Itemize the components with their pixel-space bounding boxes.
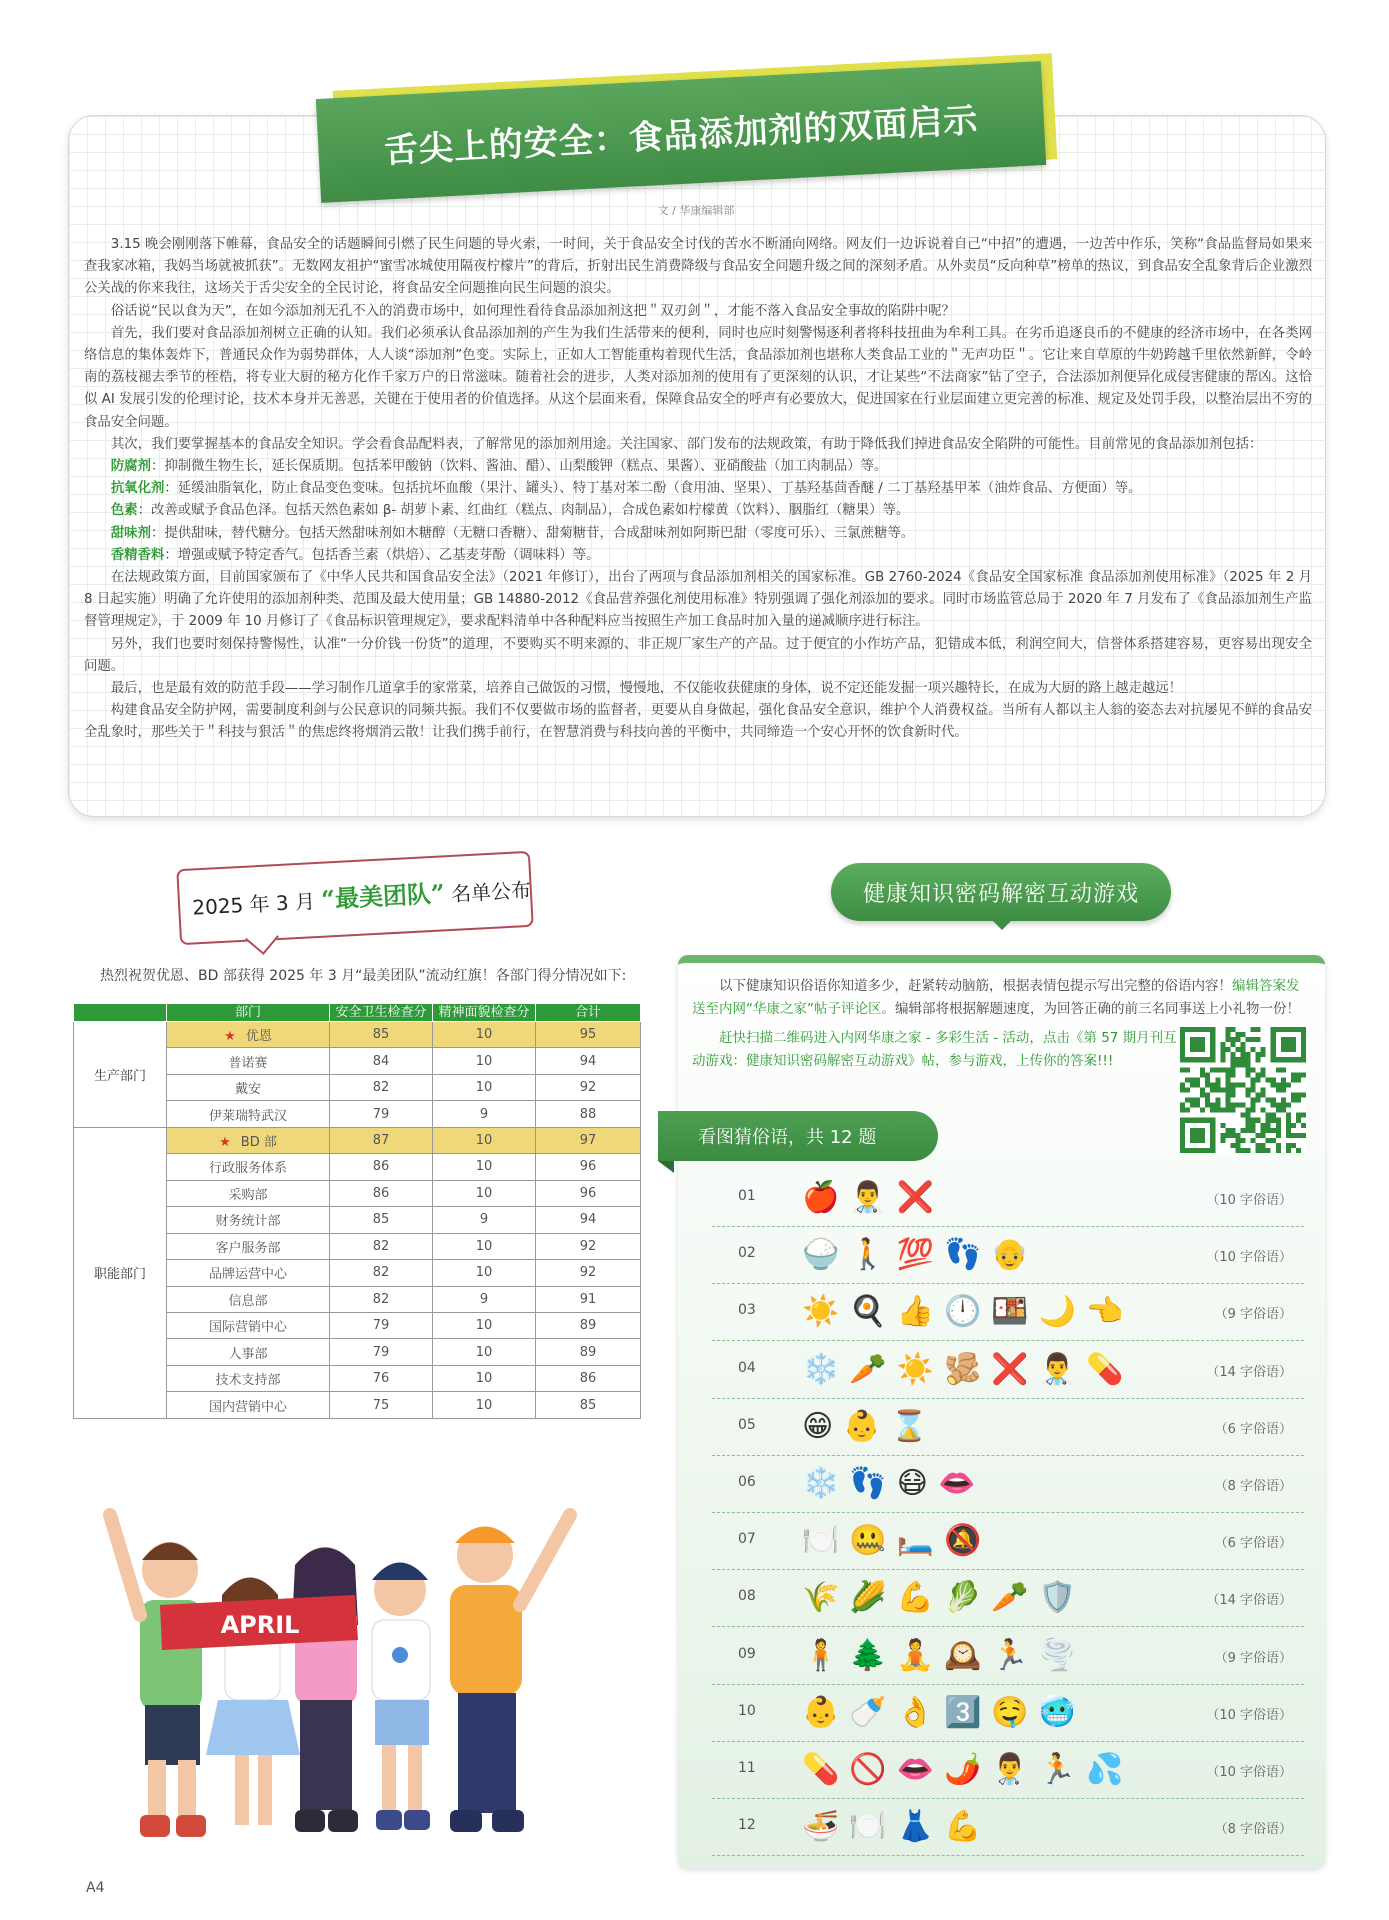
person-green-shirt bbox=[110, 1515, 206, 1837]
department-label: 品牌运营中心 bbox=[208, 1267, 287, 1283]
department-group: 生产部门 bbox=[74, 1022, 167, 1128]
table-header-total: 合计 bbox=[536, 1004, 641, 1022]
spirit-score: 10 bbox=[433, 1180, 536, 1206]
additive-term: 甜味剂 bbox=[110, 525, 151, 541]
department-name bbox=[167, 1365, 330, 1391]
department-label: 优恩 bbox=[245, 1029, 272, 1045]
article-paragraph: 俗话说“民以食为天”，在如今添加剂无孔不入的消费市场中，如何理性看待食品添加剂这把＂双刃剑＂，才能不落入食品安全事故的陷阱中呢？ bbox=[110, 303, 955, 319]
department-label: 戴安 bbox=[234, 1082, 261, 1098]
safety-score: 79 bbox=[330, 1101, 433, 1127]
additive-item bbox=[84, 478, 1312, 500]
table-header-dept: 部门 bbox=[167, 1004, 330, 1022]
page-number: A4 bbox=[86, 1880, 105, 1896]
star-icon: ★ bbox=[224, 1029, 236, 1045]
question-hint: （14 字俗语） bbox=[1206, 1364, 1292, 1380]
safety-score: 85 bbox=[330, 1207, 433, 1233]
game-intro-paragraph-1 bbox=[692, 975, 1312, 1021]
safety-score: 82 bbox=[330, 1286, 433, 1312]
department-label: BD 部 bbox=[240, 1135, 277, 1151]
spirit-score: 10 bbox=[433, 1339, 536, 1365]
department-name bbox=[167, 1260, 330, 1286]
question-hint: （8 字俗语） bbox=[1214, 1822, 1292, 1838]
person-orange-hoodie bbox=[450, 1515, 570, 1832]
question-number: 11 bbox=[738, 1760, 756, 1776]
team-title-prefix: 2025 年 3 月 bbox=[191, 889, 316, 920]
question-row bbox=[712, 1513, 1304, 1570]
game-intro-paragraph-2: 赶快扫描二维码进入内网华康之家 - 多彩生活 - 活动，点击《第 57 期月刊互动游戏：健康知识密码解密互动游戏》帖，参与游戏，上传你的答案!!! bbox=[692, 1030, 1177, 1069]
department-label: 采购部 bbox=[228, 1187, 268, 1203]
department-label: 技术支持部 bbox=[215, 1373, 281, 1389]
department-name bbox=[167, 1339, 330, 1365]
additive-term: 防腐剂 bbox=[110, 459, 151, 475]
safety-score: 79 bbox=[330, 1339, 433, 1365]
article-paragraph: 其次，我们要掌握基本的食品安全知识。学会看食品配料表，了解常见的添加剂用途。关注国家、部门发布的法规政策，有助于降低我们掉进食品安全陷阱的可能性。目前常见的食品添加剂包括： bbox=[110, 436, 1263, 452]
additive-item bbox=[84, 500, 1312, 522]
department-label: 国际营销中心 bbox=[208, 1320, 287, 1336]
question-number: 04 bbox=[738, 1359, 756, 1376]
rules-banner-label: 看图猜俗语，共 12 题 bbox=[698, 1127, 877, 1148]
team-intro: 热烈祝贺优恩、BD 部获得 2025 年 3 月“最美团队”流动红旗！各部门得分情况如下: bbox=[100, 968, 627, 984]
question-number: 07 bbox=[738, 1531, 756, 1548]
safety-score: 75 bbox=[330, 1392, 433, 1419]
emoji-clue: 🧍🌲🧘🕰️🏃🌪️ bbox=[802, 1637, 1087, 1673]
additive-item bbox=[84, 523, 1312, 545]
article-paragraph: 最后，也是最有效的防范手段——学习制作几道拿手的家常菜，培养自己做饭的习惯，慢慢地，不仅能收获健康的身体，说不定还能发掘一项兴趣特长，在成为大厨的路上越走越远！ bbox=[110, 681, 1183, 697]
total-score: 86 bbox=[536, 1365, 641, 1391]
safety-score: 86 bbox=[330, 1180, 433, 1206]
question-hint: （10 字俗语） bbox=[1206, 1193, 1292, 1208]
additive-description: ：改善或赋予食品色泽。包括天然色素如 β- 胡萝卜素、红曲红（糕点、肉制品），合成色素如柠檬黄（饮料）、胭脂红（糖果）等。 bbox=[137, 503, 910, 519]
department-label: 行政服务体系 bbox=[208, 1161, 287, 1177]
question-hint: （6 字俗语） bbox=[1214, 1421, 1292, 1437]
spirit-score: 10 bbox=[433, 1260, 536, 1286]
spirit-score: 10 bbox=[433, 1392, 536, 1419]
additive-description: ：抑制微生物生长，延长保质期。包括苯甲酸钠（饮料、酱油、醋）、山梨酸钾（糕点、果酱）、亚硝酸盐（加工肉制品）等。 bbox=[150, 459, 888, 475]
department-name bbox=[167, 1022, 330, 1048]
additive-description: ：增强或赋予特定香气。包括香兰素（烘焙）、乙基麦芽酚（调味料）等。 bbox=[164, 547, 600, 563]
safety-score: 82 bbox=[330, 1074, 433, 1100]
safety-score: 86 bbox=[330, 1154, 433, 1180]
department-group: 职能部门 bbox=[74, 1127, 167, 1418]
emoji-clue: 🍚🚶💯👣👴 bbox=[802, 1237, 1039, 1273]
department-label: 财务统计部 bbox=[215, 1214, 281, 1230]
game-title-pointer bbox=[990, 918, 1014, 930]
question-row bbox=[712, 1685, 1304, 1742]
spirit-score: 10 bbox=[433, 1074, 536, 1100]
spirit-score: 10 bbox=[433, 1233, 536, 1259]
question-row bbox=[712, 1799, 1304, 1856]
question-row bbox=[712, 1570, 1304, 1627]
spirit-score: 10 bbox=[433, 1365, 536, 1391]
emoji-clue: 🍜🍽️👗💪 bbox=[802, 1809, 992, 1845]
question-hint: （10 字俗语） bbox=[1206, 1707, 1292, 1723]
additive-description: ：延缓油脂氧化，防止食品变色变味。包括抗坏血酸（果汁、罐头）、特丁基对苯二酚（食用油、坚果）、丁基羟基茴香醚 / 二丁基羟基甲苯（油炸食品、方便面）等。 bbox=[164, 481, 1142, 497]
additive-term: 抗氧化剂 bbox=[110, 481, 165, 497]
question-row bbox=[712, 1227, 1304, 1284]
total-score: 96 bbox=[536, 1154, 641, 1180]
total-score: 89 bbox=[536, 1312, 641, 1338]
question-row bbox=[712, 1399, 1304, 1456]
emoji-clue: 🍽️🤐🛏️🔕 bbox=[802, 1523, 992, 1559]
department-name bbox=[167, 1101, 330, 1127]
additive-term: 香精香料 bbox=[110, 547, 165, 563]
question-hint: （14 字俗语） bbox=[1206, 1593, 1292, 1609]
total-score: 96 bbox=[536, 1180, 641, 1206]
article-paragraph: 另外，我们也要时刻保持警惕性，认准“一分价钱一份货”的道理，不要购买不明来源的、非正规厂家生产的产品。过于便宜的小作坊产品，犯错成本低，利润空间大，信誉体系搭建容易，更容易出现安全问题。 bbox=[84, 636, 1312, 674]
team-title-suffix: 名单公布 bbox=[450, 877, 532, 907]
game-prize-text: 编辑部将根据解题速度，为回答正确的前三名同事送上小礼物一份！ bbox=[895, 1001, 1300, 1017]
additive-item bbox=[84, 545, 1312, 567]
emoji-clue: ❄️🥕☀️🫚❌👨‍⚕️💊 bbox=[802, 1351, 1134, 1387]
question-number: 03 bbox=[738, 1302, 756, 1319]
game-intro-text: 以下健康知识俗语你知道多少，赶紧转动脑筋，根据表情包提示写出完整的俗语内容！ bbox=[719, 978, 1232, 994]
department-label: 伊莱瑞特武汉 bbox=[208, 1108, 287, 1124]
department-name bbox=[167, 1312, 330, 1338]
safety-score: 79 bbox=[330, 1312, 433, 1338]
department-name bbox=[167, 1392, 330, 1419]
question-number: 08 bbox=[738, 1588, 756, 1605]
article-paragraph: 3.15 晚会刚刚落下帷幕，食品安全的话题瞬间引燃了民生问题的导火索，一时间，关于食品安全讨伐的苦水不断涌向网络。网友们一边诉说着自己“中招”的遭遇，一边苦中作乐，笑称“食品监督局如果来查我家冰箱，我妈当场就被抓获”。无数网友祖护“蜜雪冰城使用隔夜柠檬片”的背后，折射出民生消费降级与食品安全问题升级之间的深刻矛盾。从外卖员“反向种草”榜单的热议，到食品安全乱象背后企业激烈公关战的你来我往，这场关于舌尖安全的全民讨论，将食品安全问题推向民生问题的浪尖。 bbox=[84, 237, 1312, 297]
person-pink-hoodie bbox=[292, 1547, 358, 1832]
article-byline: 文 / 华康编辑部 bbox=[657, 204, 735, 217]
score-table bbox=[73, 1003, 641, 1419]
question-number: 12 bbox=[738, 1817, 756, 1834]
additive-description: ：提供甜味，替代糖分。包括天然甜味剂如木糖醇（无糖口香糖）、甜菊糖苷，合成甜味剂如阿斯巴甜（零度可乐）、三氯蔗糖等。 bbox=[150, 525, 915, 541]
total-score: 97 bbox=[536, 1127, 641, 1153]
question-number: 10 bbox=[738, 1702, 756, 1719]
question-hint: （9 字俗语） bbox=[1214, 1307, 1292, 1323]
table-row bbox=[74, 1022, 641, 1048]
department-label: 普诺赛 bbox=[228, 1055, 268, 1071]
question-row bbox=[712, 1742, 1304, 1799]
total-score: 94 bbox=[536, 1048, 641, 1074]
department-label: 人事部 bbox=[228, 1346, 268, 1362]
spirit-score: 10 bbox=[433, 1154, 536, 1180]
question-hint: （10 字俗语） bbox=[1206, 1765, 1292, 1780]
game-submit-instruction: 编辑答案发送至内网“华康之家”帖子评论区。 bbox=[692, 978, 1300, 1017]
department-label: 信息部 bbox=[228, 1293, 268, 1309]
table-header-safety: 安全卫生检查分 bbox=[330, 1004, 433, 1022]
safety-score: 85 bbox=[330, 1022, 433, 1048]
department-label: 客户服务部 bbox=[215, 1240, 281, 1256]
question-hint: （10 字俗语） bbox=[1206, 1250, 1292, 1266]
safety-score: 87 bbox=[330, 1127, 433, 1153]
department-name bbox=[167, 1154, 330, 1180]
department-label: 国内营销中心 bbox=[208, 1399, 287, 1415]
person-white-shirt bbox=[372, 1563, 430, 1831]
table-header-row bbox=[74, 1004, 641, 1022]
total-score: 88 bbox=[536, 1101, 641, 1127]
emoji-clue: ❄️👣😷👄 bbox=[802, 1466, 986, 1501]
total-score: 89 bbox=[536, 1339, 641, 1365]
total-score: 92 bbox=[536, 1260, 641, 1286]
department-name bbox=[167, 1127, 330, 1153]
question-number: 02 bbox=[738, 1245, 756, 1262]
emoji-clue: 🌾🌽💪🥬🥕🛡️ bbox=[802, 1580, 1087, 1616]
table-header-group bbox=[74, 1004, 167, 1022]
qr-code[interactable] bbox=[1180, 1027, 1306, 1153]
question-number: 09 bbox=[738, 1645, 756, 1662]
question-hint: （9 字俗语） bbox=[1214, 1650, 1292, 1666]
spirit-score: 10 bbox=[433, 1022, 536, 1048]
team-people-illustration bbox=[100, 1455, 610, 1855]
safety-score: 76 bbox=[330, 1365, 433, 1391]
safety-score: 84 bbox=[330, 1048, 433, 1074]
additive-item bbox=[84, 456, 1312, 478]
spirit-score: 9 bbox=[433, 1101, 536, 1127]
department-name bbox=[167, 1207, 330, 1233]
question-hint: （6 字俗语） bbox=[1214, 1536, 1292, 1552]
table-header-spirit: 精神面貌检查分 bbox=[433, 1004, 536, 1022]
question-number: 01 bbox=[738, 1188, 756, 1204]
total-score: 92 bbox=[536, 1074, 641, 1100]
article-title: 舌尖上的安全：食品添加剂的双面启示 bbox=[383, 99, 980, 172]
question-row bbox=[712, 1628, 1304, 1685]
article-paragraph: 首先，我们要对食品添加剂树立正确的认知。我们必须承认食品添加剂的产生为我们生活带来的便利，同时也应时刻警惕逐利者将科技扭曲为牟利工具。在劣币追逐良币的不健康的经济市场中，在各类网络信息的集体轰炸下，普通民众作为弱势群体，人人谈“添加剂”色变。实际上，正如人工智能重构着现代生活，食品添加剂也堪称人类食品工业的＂无声功臣＂。它让来自草原的牛奶跨越千里依然新鲜，令岭南的荔枝褪去季节的桎梏，将专业大厨的秘方化作千家万户的日常滋味。随着社会的进步，人类对添加剂的使用有了更深刻的认识，才让某些“不法商家”钻了空子，合法添加剂便异化成侵害健康的帮凶。这恰似 AI 发展引发的伦理讨论，技术本身并无善恶，关键在于使用者的价值选择。从这个层面来看，保障食品安全的呼声有必要放大，促进国家在行业层面建立更完善的标准、规定及处罚手段，以整治层出不穷的食品安全问题。 bbox=[84, 325, 1312, 430]
department-name bbox=[167, 1048, 330, 1074]
emoji-clue: ☀️🍳👍🕛🍱🌙👈 bbox=[802, 1294, 1134, 1330]
total-score: 92 bbox=[536, 1233, 641, 1259]
total-score: 94 bbox=[536, 1207, 641, 1233]
question-hint: （8 字俗语） bbox=[1214, 1479, 1292, 1494]
rules-banner bbox=[658, 1111, 938, 1161]
emoji-clue: 💊🚫👄🌶️👨‍⚕️🏃💦 bbox=[802, 1752, 1134, 1787]
table-row bbox=[74, 1127, 641, 1153]
department-name bbox=[167, 1074, 330, 1100]
emoji-clue: 😁👶⌛ bbox=[802, 1408, 938, 1444]
rules-banner-fold bbox=[658, 1161, 674, 1173]
department-name bbox=[167, 1286, 330, 1312]
department-name bbox=[167, 1180, 330, 1206]
spirit-score: 10 bbox=[433, 1048, 536, 1074]
department-name bbox=[167, 1233, 330, 1259]
spirit-score: 9 bbox=[433, 1286, 536, 1312]
star-icon: ★ bbox=[219, 1135, 231, 1151]
question-row bbox=[712, 1284, 1304, 1341]
april-banner-text: APRIL bbox=[220, 1611, 300, 1639]
question-number: 05 bbox=[738, 1416, 756, 1433]
additive-term: 色素 bbox=[110, 503, 138, 519]
question-row bbox=[712, 1170, 1304, 1227]
emoji-clue: 🍎👨‍⚕️❌ bbox=[802, 1180, 945, 1215]
spirit-score: 10 bbox=[433, 1312, 536, 1338]
question-row bbox=[712, 1456, 1304, 1513]
question-number: 06 bbox=[738, 1474, 756, 1490]
spirit-score: 9 bbox=[433, 1207, 536, 1233]
emoji-clue: 👶🍼👌3️⃣🤤🥶 bbox=[802, 1694, 1087, 1730]
game-title: 健康知识密码解密互动游戏 bbox=[862, 881, 1139, 907]
question-row bbox=[712, 1342, 1304, 1399]
spirit-score: 10 bbox=[433, 1127, 536, 1153]
total-score: 95 bbox=[536, 1022, 641, 1048]
team-title-highlight: “最美团队” bbox=[320, 878, 446, 914]
article-body bbox=[84, 234, 1312, 745]
total-score: 91 bbox=[536, 1286, 641, 1312]
article-paragraph: 构建食品安全防护网，需要制度利剑与公民意识的同频共振。我们不仅要做市场的监督者，更要从自身做起，强化食品安全意识，维护个人消费权益。当所有人都以主人翁的姿态去对抗屡见不鲜的食品安全乱象时，那些关于＂科技与狠活＂的焦虑终将烟消云散！让我们携手前行，在智慧消费与科技向善的平衡中，共同缔造一个安心开怀的饮食新时代。 bbox=[84, 703, 1312, 741]
article-paragraph: 在法规政策方面，目前国家颁布了《中华人民共和国食品安全法》（2021 年修订），出台了两项与食品添加剂相关的国家标准。GB 2760-2024《食品安全国家标准 食品添加剂使用标准》（2025 年 2 月 8 日起实施）明确了允许使用的添加剂种类、范围及最大使用量；GB 14880-2012《食品营养强化剂使用标准》特别强调了强化剂添加的要求。同时市场监管总局于 2020 年 7 月发布了《食品添加剂生产监督管理规定》，于 2009 年 10 月修订了《食品标识管理规定》，要求配料清单中各种配料应当按照生产加工食品时加入量的递减顺序进行标注。 bbox=[84, 570, 1312, 630]
total-score: 85 bbox=[536, 1392, 641, 1419]
game-title-pill bbox=[831, 863, 1171, 921]
safety-score: 82 bbox=[330, 1233, 433, 1259]
safety-score: 82 bbox=[330, 1260, 433, 1286]
